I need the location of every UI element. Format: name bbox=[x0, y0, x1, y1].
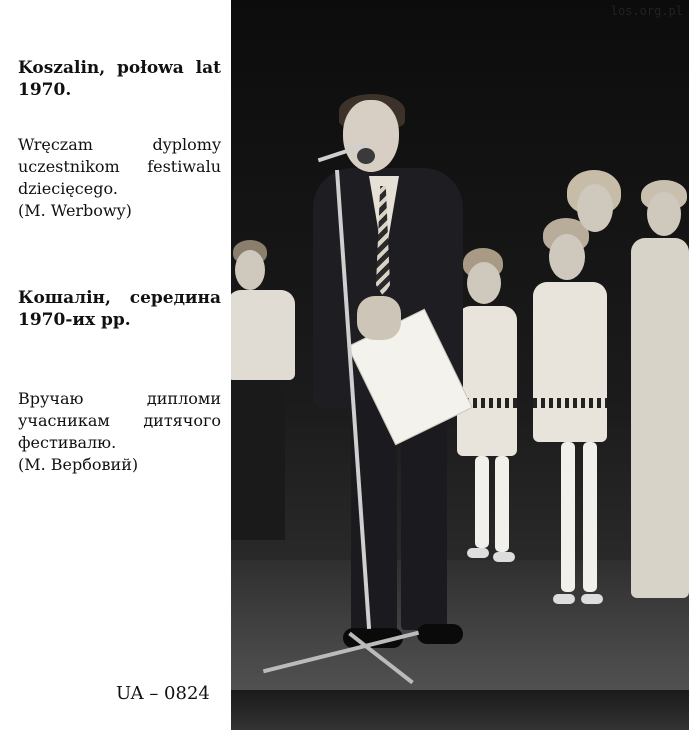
polish-caption-text: Wręczam dyplomy uczestnikom festiwalu dziecięcego. bbox=[18, 135, 221, 198]
microphone-icon bbox=[357, 148, 375, 164]
polish-title: Koszalin, połowa lat 1970. bbox=[18, 58, 221, 100]
archival-photo bbox=[231, 0, 689, 730]
archive-code: UA – 0824 bbox=[116, 683, 210, 704]
caption-panel bbox=[0, 0, 232, 730]
polish-caption bbox=[18, 134, 221, 222]
ukrainian-author: (М. Вербовий) bbox=[18, 455, 139, 474]
watermark: los.org.pl bbox=[610, 4, 683, 18]
ukrainian-title: Кошалін, середина 1970-их рр. bbox=[18, 288, 221, 330]
ukrainian-caption-text: Вручаю дипломи учасникам дитячого фестивалю. bbox=[18, 389, 221, 452]
polish-author: (M. Werbowy) bbox=[18, 201, 132, 220]
ukrainian-caption bbox=[18, 388, 221, 476]
stage-edge bbox=[231, 690, 689, 730]
